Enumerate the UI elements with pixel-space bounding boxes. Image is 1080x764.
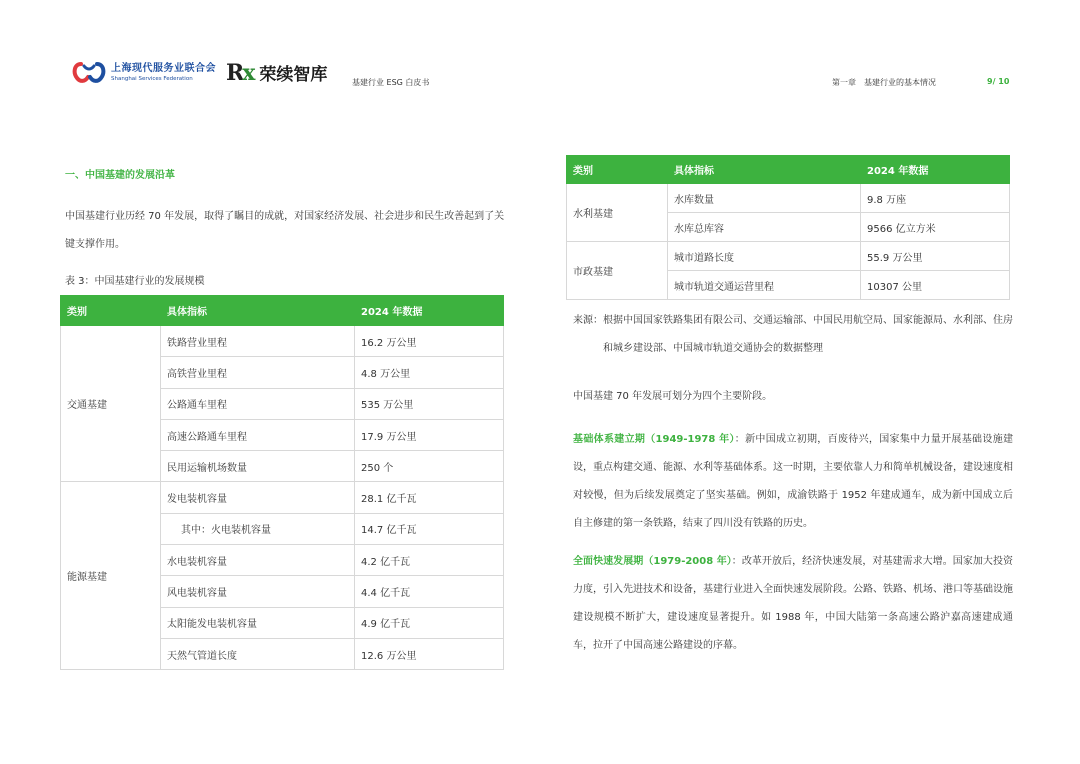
value-cell: 535 万公里 [355, 388, 504, 419]
stage-1-title: 基础体系建立期（1949-1978 年） [573, 434, 735, 445]
value-cell: 14.7 亿千瓦 [355, 513, 504, 544]
stage-2-body: ：改革开放后，经济快速发展，对基建需求大增。国家加大投资力度，引入先进技术和设备，基建行业进入全面快速发展阶段。公路、铁路、机场、港口等基础设施建设规模不断扩大，建设速度显著提升。如 1988 年，中国大陆第一条高速公路沪嘉高速建成通车，拉开了中国高速公路建设的序幕。 [573, 556, 1014, 651]
indicator-cell: 其中：火电装机容量 [161, 513, 355, 544]
indicator-cell: 城市轨道交通运营里程 [668, 271, 861, 300]
value-cell: 250 个 [355, 451, 504, 482]
federation-emblem-icon [72, 60, 106, 86]
indicator-cell: 高铁营业里程 [161, 357, 355, 388]
stage-2-paragraph [573, 548, 1013, 660]
stages-intro: 中国基建 70 年发展可划分为四个主要阶段。 [573, 391, 773, 402]
table-row [61, 482, 504, 513]
value-cell: 28.1 亿千瓦 [355, 482, 504, 513]
think-tank-name: 荣续智库 [259, 65, 328, 85]
value-cell: 9566 亿立方米 [861, 213, 1010, 242]
indicator-cell: 公路通车里程 [161, 388, 355, 419]
indicator-cell: 城市道路长度 [668, 242, 861, 271]
value-cell: 4.9 亿千瓦 [355, 607, 504, 638]
indicator-cell: 民用运输机场数量 [161, 451, 355, 482]
source-line-1: 来源：根据中国国家铁路集团有限公司、交通运输部、中国民用航空局、国家能源局、水利部、住房 [573, 315, 1013, 326]
value-cell: 4.2 亿千瓦 [355, 545, 504, 576]
table-header-row [61, 296, 504, 326]
value-cell: 17.9 万公里 [355, 419, 504, 450]
federation-name-en: Shanghai Services Federation [111, 76, 193, 82]
stage-1-body: ：新中国成立初期，百废待兴，国家集中力量开展基础设施建设，重点构建交通、能源、水利等基础体系。这一时期，主要依靠人力和简单机械设备，建设速度相对较慢，但为后续发展奠定了坚实基础。例如，成渝铁路于 1952 年建成通车，成为新中国成立后自主修建的第一条铁路，结束了四川没有铁路的历史。 [573, 434, 1014, 529]
page-number: 9/ 10 [987, 77, 1010, 86]
indicator-cell: 高速公路通车里程 [161, 419, 355, 450]
header-category: 类别 [61, 296, 161, 326]
indicator-cell: 水库总库容 [668, 213, 861, 242]
table-row [567, 184, 1010, 213]
header-indicator: 具体指标 [668, 156, 861, 184]
document-title: 基建行业 ESG 白皮书 [352, 78, 430, 87]
value-cell: 10307 公里 [861, 271, 1010, 300]
table-row [61, 326, 504, 357]
indicator-cell: 水库数量 [668, 184, 861, 213]
value-cell: 55.9 万公里 [861, 242, 1010, 271]
indicator-cell: 发电装机容量 [161, 482, 355, 513]
value-cell: 16.2 万公里 [355, 326, 504, 357]
table-header-row [567, 156, 1010, 184]
intro-paragraph: 中国基建行业历经 70 年发展，取得了瞩目的成就，对国家经济发展、社会进步和民生改善起到了关键支撑作用。 [65, 211, 505, 250]
header-value: 2024 年数据 [355, 296, 504, 326]
value-cell: 9.8 万座 [861, 184, 1010, 213]
header-value: 2024 年数据 [861, 156, 1010, 184]
indicator-cell: 水电装机容量 [161, 545, 355, 576]
federation-logo [72, 60, 216, 86]
source-line-2: 和城乡建设部、中国城市轨道交通协会的数据整理 [603, 343, 823, 354]
scale-table-continued [566, 155, 1010, 300]
category-cell: 水利基建 [567, 184, 668, 242]
section-title: 一、中国基建的发展沿革 [65, 170, 175, 181]
category-cell: 交通基建 [61, 326, 161, 482]
header-indicator: 具体指标 [161, 296, 355, 326]
stage-2-title: 全面快速发展期（1979-2008 年） [573, 556, 732, 567]
rx-logo-mark: Rx [226, 59, 254, 86]
stage-1-paragraph [573, 426, 1013, 538]
indicator-cell: 风电装机容量 [161, 576, 355, 607]
category-cell: 市政基建 [567, 242, 668, 300]
table-caption: 表 3：中国基建行业的发展规模 [65, 276, 205, 287]
table-row [567, 242, 1010, 271]
source-note [573, 307, 1013, 363]
indicator-cell: 太阳能发电装机容量 [161, 607, 355, 638]
think-tank-logo [226, 60, 327, 85]
value-cell: 4.4 亿千瓦 [355, 576, 504, 607]
value-cell: 12.6 万公里 [355, 638, 504, 669]
chapter-title: 第一章 基建行业的基本情况 [832, 78, 936, 87]
header-category: 类别 [567, 156, 668, 184]
indicator-cell: 天然气管道长度 [161, 638, 355, 669]
indicator-cell: 铁路营业里程 [161, 326, 355, 357]
category-cell: 能源基建 [61, 482, 161, 670]
scale-table [60, 295, 504, 670]
federation-name: 上海现代服务业联合会 [111, 63, 216, 74]
value-cell: 4.8 万公里 [355, 357, 504, 388]
